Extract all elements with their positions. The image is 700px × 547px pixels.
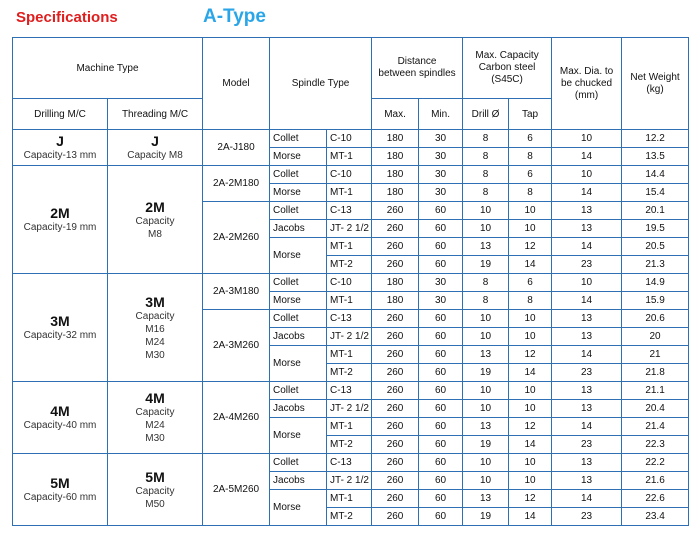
drilling-machine-capacity: Capacity-13 mm: [23, 150, 97, 161]
net-weight-cell: 12.2: [622, 130, 689, 148]
spindle-size-cell: MT-2: [327, 436, 372, 454]
max-dia-cell: 13: [552, 202, 622, 220]
spindle-size-cell: MT-2: [327, 508, 372, 526]
distance-max-cell: 260: [372, 472, 419, 490]
net-weight-cell: 15.9: [622, 292, 689, 310]
distance-max-cell: 260: [372, 220, 419, 238]
tap-capacity-cell: 14: [509, 436, 552, 454]
tap-capacity-cell: 10: [509, 328, 552, 346]
net-weight-cell: 13.5: [622, 148, 689, 166]
col-distance-line1: Distance: [397, 56, 437, 67]
drill-capacity-cell: 13: [463, 490, 509, 508]
max-dia-cell: 14: [552, 418, 622, 436]
tap-capacity-cell: 10: [509, 202, 552, 220]
max-dia-cell: 23: [552, 436, 622, 454]
threading-machine-capacity: M30: [145, 433, 165, 444]
max-dia-cell: 23: [552, 508, 622, 526]
spindle-type-cell: Collet: [270, 274, 327, 292]
drilling-machine-name: 5M: [50, 475, 70, 491]
threading-machine-cell: [108, 454, 203, 526]
tap-capacity-cell: 14: [509, 364, 552, 382]
net-weight-cell: 21.8: [622, 364, 689, 382]
drilling-machine-capacity: Capacity-40 mm: [23, 420, 97, 431]
spindle-type-cell: Jacobs: [270, 328, 327, 346]
col-net-weight-line2: (kg): [646, 83, 664, 95]
distance-max-cell: 260: [372, 364, 419, 382]
drill-capacity-cell: 10: [463, 310, 509, 328]
model-cell: 2A-4M260: [203, 382, 270, 454]
drill-capacity-cell: 8: [463, 292, 509, 310]
drill-capacity-cell: 10: [463, 400, 509, 418]
drill-capacity-cell: 13: [463, 238, 509, 256]
distance-min-cell: 60: [419, 256, 463, 274]
drill-capacity-cell: 10: [463, 202, 509, 220]
distance-min-cell: 60: [419, 220, 463, 238]
threading-machine-capacity: M50: [145, 498, 165, 510]
distance-max-cell: 180: [372, 274, 419, 292]
threading-machine-capacity: Capacity: [135, 310, 175, 322]
spindle-type-cell: Morse: [270, 490, 327, 526]
table-row: [13, 274, 689, 292]
drill-capacity-cell: 10: [463, 472, 509, 490]
distance-min-cell: 60: [419, 346, 463, 364]
col-distance-line2: between spindles: [378, 68, 456, 79]
threading-machine-capacity: M24: [145, 420, 165, 431]
net-weight-cell: 15.4: [622, 184, 689, 202]
drilling-machine-name: J: [56, 133, 64, 149]
tap-capacity-cell: 12: [509, 490, 552, 508]
tap-capacity-cell: 10: [509, 382, 552, 400]
distance-max-cell: 260: [372, 346, 419, 364]
threading-machine-cell: [108, 274, 203, 382]
net-weight-cell: 21.4: [622, 418, 689, 436]
drilling-machine-name: 4M: [50, 403, 70, 419]
threading-machine-capacity: M24: [145, 336, 165, 348]
col-net-weight-line1: Net Weight: [630, 71, 680, 83]
drilling-machine-capacity: Capacity-19 mm: [23, 222, 97, 233]
distance-max-cell: 260: [372, 400, 419, 418]
distance-min-cell: 30: [419, 274, 463, 292]
spindle-size-cell: C-13: [327, 454, 372, 472]
distance-min-cell: 60: [419, 400, 463, 418]
spindle-size-cell: C-10: [327, 274, 372, 292]
drill-capacity-cell: 10: [463, 382, 509, 400]
distance-min-cell: 60: [419, 382, 463, 400]
threading-machine-cell: [108, 130, 203, 166]
distance-min-cell: 60: [419, 472, 463, 490]
page-title: Specifications: [16, 9, 118, 26]
net-weight-cell: 19.5: [622, 220, 689, 238]
distance-min-cell: 60: [419, 490, 463, 508]
spindle-type-cell: Morse: [270, 346, 327, 382]
drilling-machine-cell: [13, 382, 108, 454]
tap-capacity-cell: 12: [509, 346, 552, 364]
spec-table-body: [13, 38, 689, 526]
drilling-machine-cell: [13, 454, 108, 526]
drill-capacity-cell: 8: [463, 130, 509, 148]
col-dist-min: Min.: [419, 99, 463, 130]
model-cell: 2A-2M260: [203, 202, 270, 274]
col-capacity-line2: Carbon steel: [478, 62, 536, 73]
spindle-size-cell: MT-2: [327, 364, 372, 382]
tap-capacity-cell: 10: [509, 454, 552, 472]
net-weight-cell: 21: [622, 346, 689, 364]
threading-machine-name: J: [151, 133, 159, 149]
spindle-size-cell: MT-1: [327, 238, 372, 256]
spindle-type-cell: Morse: [270, 184, 327, 202]
tap-capacity-cell: 10: [509, 220, 552, 238]
spindle-size-cell: C-13: [327, 382, 372, 400]
drill-capacity-cell: 19: [463, 364, 509, 382]
drill-capacity-cell: 19: [463, 256, 509, 274]
table-row: [13, 382, 689, 400]
net-weight-cell: 20: [622, 328, 689, 346]
distance-min-cell: 60: [419, 202, 463, 220]
model-cell: 2A-2M180: [203, 166, 270, 202]
spindle-type-cell: Collet: [270, 454, 327, 472]
distance-max-cell: 180: [372, 130, 419, 148]
max-dia-cell: 23: [552, 256, 622, 274]
max-dia-cell: 23: [552, 364, 622, 382]
col-distance: [372, 38, 463, 99]
col-model: Model: [203, 38, 270, 130]
drill-capacity-cell: 10: [463, 328, 509, 346]
drill-capacity-cell: 10: [463, 454, 509, 472]
max-dia-cell: 13: [552, 382, 622, 400]
distance-max-cell: 260: [372, 202, 419, 220]
distance-min-cell: 60: [419, 454, 463, 472]
max-dia-cell: 13: [552, 220, 622, 238]
distance-max-cell: 260: [372, 328, 419, 346]
tap-capacity-cell: 12: [509, 238, 552, 256]
distance-min-cell: 30: [419, 166, 463, 184]
tap-capacity-cell: 8: [509, 148, 552, 166]
net-weight-cell: 20.1: [622, 202, 689, 220]
max-dia-cell: 13: [552, 472, 622, 490]
spindle-size-cell: C-13: [327, 202, 372, 220]
threading-machine-capacity: M16: [145, 323, 165, 335]
distance-max-cell: 260: [372, 418, 419, 436]
threading-machine-capacity: M30: [145, 349, 165, 361]
threading-machine-capacity: Capacity M8: [127, 150, 183, 161]
tap-capacity-cell: 10: [509, 310, 552, 328]
spindle-type-cell: Jacobs: [270, 220, 327, 238]
tap-capacity-cell: 10: [509, 472, 552, 490]
tap-capacity-cell: 6: [509, 130, 552, 148]
drilling-machine-name: 3M: [50, 313, 70, 329]
threading-machine-capacity: M8: [148, 228, 162, 240]
net-weight-cell: 20.4: [622, 400, 689, 418]
threading-machine-cell: [108, 382, 203, 454]
distance-max-cell: 180: [372, 184, 419, 202]
max-dia-cell: 13: [552, 454, 622, 472]
distance-min-cell: 60: [419, 508, 463, 526]
tap-capacity-cell: 14: [509, 508, 552, 526]
spindle-size-cell: JT- 2 1/2: [327, 400, 372, 418]
table-row: [13, 130, 689, 148]
spindle-size-cell: MT-1: [327, 490, 372, 508]
distance-min-cell: 30: [419, 292, 463, 310]
col-threading: Threading M/C: [108, 99, 203, 130]
col-drilling: Drilling M/C: [13, 99, 108, 130]
drill-capacity-cell: 13: [463, 346, 509, 364]
col-max-dia: [552, 38, 622, 130]
spindle-size-cell: JT- 2 1/2: [327, 220, 372, 238]
distance-max-cell: 260: [372, 238, 419, 256]
threading-machine-name: 3M: [145, 293, 165, 310]
col-machine-type: Machine Type: [13, 38, 203, 99]
spindle-size-cell: MT-1: [327, 184, 372, 202]
distance-min-cell: 60: [419, 328, 463, 346]
col-max-dia-line2: be chucked: [560, 77, 613, 89]
drilling-machine-capacity: Capacity-60 mm: [23, 492, 97, 503]
distance-max-cell: 260: [372, 256, 419, 274]
model-cell: 2A-5M260: [203, 454, 270, 526]
distance-max-cell: 180: [372, 148, 419, 166]
max-dia-cell: 14: [552, 490, 622, 508]
spindle-size-cell: C-13: [327, 310, 372, 328]
header-row-1: [13, 38, 689, 99]
drill-capacity-cell: 8: [463, 148, 509, 166]
spindle-type-cell: Morse: [270, 292, 327, 310]
threading-machine-capacity: Capacity: [135, 215, 175, 227]
spindle-size-cell: C-10: [327, 130, 372, 148]
col-tap: Tap: [509, 99, 552, 130]
drill-capacity-cell: 8: [463, 166, 509, 184]
max-dia-cell: 10: [552, 166, 622, 184]
spindle-type-cell: Jacobs: [270, 472, 327, 490]
net-weight-cell: 22.3: [622, 436, 689, 454]
distance-min-cell: 30: [419, 148, 463, 166]
distance-max-cell: 260: [372, 508, 419, 526]
drill-capacity-cell: 19: [463, 508, 509, 526]
max-dia-cell: 13: [552, 310, 622, 328]
spindle-size-cell: MT-2: [327, 256, 372, 274]
max-dia-cell: 13: [552, 328, 622, 346]
spindle-type-cell: Collet: [270, 310, 327, 328]
net-weight-cell: 20.5: [622, 238, 689, 256]
max-dia-cell: 14: [552, 238, 622, 256]
col-capacity-line3: (S45C): [491, 74, 523, 85]
col-max-dia-line1: Max. Dia. to: [559, 65, 614, 77]
spindle-type-cell: Morse: [270, 238, 327, 274]
distance-max-cell: 260: [372, 454, 419, 472]
tap-capacity-cell: 14: [509, 256, 552, 274]
distance-max-cell: 260: [372, 310, 419, 328]
col-net-weight: [622, 38, 689, 130]
max-dia-cell: 14: [552, 184, 622, 202]
max-dia-cell: 14: [552, 148, 622, 166]
col-capacity-line1: Max. Capacity: [475, 50, 539, 61]
drilling-machine-name: 2M: [50, 205, 70, 221]
spindle-size-cell: MT-1: [327, 346, 372, 364]
spindle-type-cell: Collet: [270, 130, 327, 148]
col-dist-max: Max.: [372, 99, 419, 130]
spindle-size-cell: MT-1: [327, 418, 372, 436]
net-weight-cell: 14.9: [622, 274, 689, 292]
col-capacity: [463, 38, 552, 99]
model-cell: 2A-J180: [203, 130, 270, 166]
table-row: [13, 454, 689, 472]
net-weight-cell: 21.6: [622, 472, 689, 490]
max-dia-cell: 13: [552, 400, 622, 418]
distance-min-cell: 60: [419, 364, 463, 382]
spindle-type-cell: Morse: [270, 148, 327, 166]
spindle-size-cell: C-10: [327, 166, 372, 184]
net-weight-cell: 20.6: [622, 310, 689, 328]
spindle-size-cell: MT-1: [327, 148, 372, 166]
distance-min-cell: 30: [419, 184, 463, 202]
net-weight-cell: 14.4: [622, 166, 689, 184]
spindle-type-cell: Collet: [270, 382, 327, 400]
type-subtitle: A-Type: [203, 6, 266, 27]
spindle-size-cell: JT- 2 1/2: [327, 472, 372, 490]
net-weight-cell: 22.6: [622, 490, 689, 508]
max-dia-cell: 10: [552, 130, 622, 148]
max-dia-cell: 10: [552, 274, 622, 292]
spindle-type-cell: Jacobs: [270, 400, 327, 418]
col-max-dia-line3: (mm): [574, 89, 599, 101]
spec-table: [12, 37, 689, 526]
col-drill: Drill Ø: [463, 99, 509, 130]
threading-machine-name: 5M: [145, 468, 165, 485]
table-row: [13, 166, 689, 184]
distance-max-cell: 260: [372, 436, 419, 454]
drill-capacity-cell: 13: [463, 418, 509, 436]
net-weight-cell: 23.4: [622, 508, 689, 526]
drill-capacity-cell: 8: [463, 274, 509, 292]
drill-capacity-cell: 10: [463, 220, 509, 238]
distance-max-cell: 180: [372, 166, 419, 184]
tap-capacity-cell: 8: [509, 184, 552, 202]
drill-capacity-cell: 8: [463, 184, 509, 202]
model-cell: 2A-3M180: [203, 274, 270, 310]
drilling-machine-cell: [13, 274, 108, 382]
drilling-machine-cell: [13, 166, 108, 274]
threading-machine-capacity: Capacity: [135, 407, 175, 418]
spindle-type-cell: Collet: [270, 166, 327, 184]
tap-capacity-cell: 8: [509, 292, 552, 310]
distance-min-cell: 30: [419, 130, 463, 148]
spindle-size-cell: MT-1: [327, 292, 372, 310]
net-weight-cell: 21.1: [622, 382, 689, 400]
threading-machine-name: 2M: [145, 198, 165, 215]
max-dia-cell: 14: [552, 292, 622, 310]
spindle-size-cell: JT- 2 1/2: [327, 328, 372, 346]
distance-max-cell: 260: [372, 382, 419, 400]
tap-capacity-cell: 10: [509, 400, 552, 418]
tap-capacity-cell: 12: [509, 418, 552, 436]
col-spindle-type: Spindle Type: [270, 38, 372, 130]
max-dia-cell: 14: [552, 346, 622, 364]
model-cell: 2A-3M260: [203, 310, 270, 382]
threading-machine-capacity: Capacity: [135, 485, 175, 497]
drill-capacity-cell: 19: [463, 436, 509, 454]
distance-max-cell: 180: [372, 292, 419, 310]
net-weight-cell: 22.2: [622, 454, 689, 472]
tap-capacity-cell: 6: [509, 274, 552, 292]
tap-capacity-cell: 6: [509, 166, 552, 184]
distance-min-cell: 60: [419, 310, 463, 328]
distance-min-cell: 60: [419, 238, 463, 256]
drilling-machine-cell: [13, 130, 108, 166]
threading-machine-cell: [108, 166, 203, 274]
drilling-machine-capacity: Capacity-32 mm: [23, 330, 97, 341]
net-weight-cell: 21.3: [622, 256, 689, 274]
distance-max-cell: 260: [372, 490, 419, 508]
distance-min-cell: 60: [419, 418, 463, 436]
spindle-type-cell: Collet: [270, 202, 327, 220]
threading-machine-name: 4M: [145, 390, 165, 406]
distance-min-cell: 60: [419, 436, 463, 454]
spindle-type-cell: Morse: [270, 418, 327, 454]
